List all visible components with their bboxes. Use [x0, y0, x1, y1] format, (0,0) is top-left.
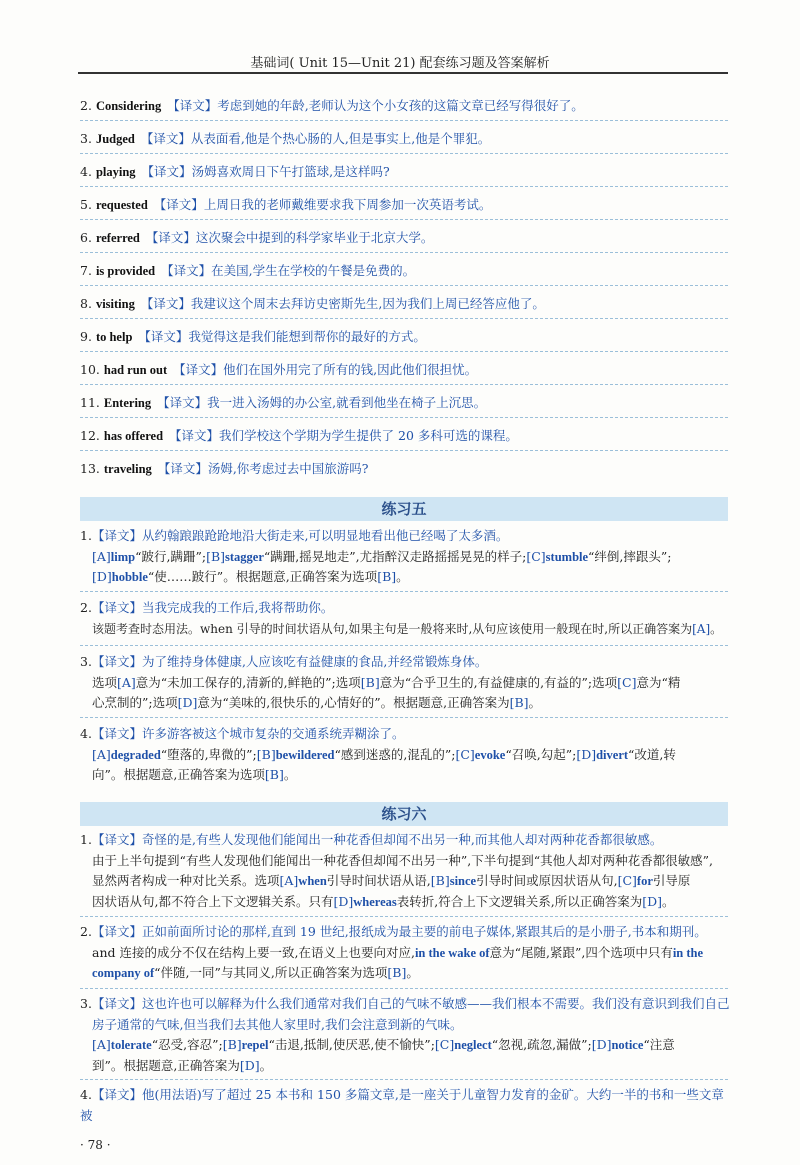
divider [80, 591, 728, 592]
answer-num: 3. [80, 131, 92, 146]
answer-text: 上周日我的老师戴维要求我下周参加一次英语考试。 [203, 197, 492, 212]
answer-tag: 【译文】 [140, 296, 191, 311]
divider [80, 384, 728, 385]
answer-answer: has offered [103, 429, 164, 443]
answer-text: 从表面看,他是个热心肠的人,但是事实上,他是个罪犯。 [190, 131, 491, 146]
exercise6-q4: 4.【译文】他(用法语)写了超过 25 本书和 150 多篇文章,是一座关于儿童智力发育的金矿。大约一半的书和一些文章被 [80, 1087, 724, 1123]
answer-tag: 【译文】 [138, 329, 189, 344]
divider [80, 153, 728, 154]
answer-text: 我觉得这是我们能想到帮你的最好的方式。 [188, 329, 426, 344]
answer-tag: 【译文】 [161, 263, 212, 278]
answer-tag: 【译文】 [167, 98, 218, 113]
answer-text: 在美国,学生在学校的午餐是免费的。 [211, 263, 416, 278]
divider [80, 120, 728, 121]
answer-num: 4. [80, 164, 92, 179]
answer-text: 我们学校这个学期为学生提供了 20 多科可选的课程。 [219, 428, 518, 443]
answer-item [80, 426, 730, 444]
answer-item [80, 261, 730, 279]
answer-item [80, 327, 730, 345]
answer-answer: is provided [95, 264, 156, 278]
answer-text: 我一进入汤姆的办公室,就看到他坐在椅子上沉思。 [207, 395, 487, 410]
answer-answer: traveling [103, 462, 152, 476]
divider [80, 186, 728, 187]
answer-num: 12. [80, 428, 100, 443]
answer-answer: Considering [95, 99, 162, 113]
exercise5-q4: 4.【译文】许多游客被这个城市复杂的交通系统弄糊涂了。 [A]degraded“堕落的,卑微的”;[B]bewildered“感到迷惑的,混乱的”;[C]evoke“召唤,勾起”;[D]divert“改道,转 向”。根据题意,正确答案为选项[B]。 [80, 726, 676, 782]
answer-tag: 【译文】 [157, 395, 208, 410]
answer-item [80, 459, 730, 477]
answer-answer: referred [95, 231, 140, 245]
answer-text: 汤姆,你考虑过去中国旅游吗? [207, 461, 369, 476]
answer-item [80, 162, 730, 180]
answer-item [80, 228, 730, 246]
divider [80, 1079, 728, 1080]
answer-answer: had run out [103, 363, 168, 377]
answer-item [80, 393, 730, 411]
running-header: 基础词( Unit 15—Unit 21) 配套练习题及答案解析 [250, 56, 550, 71]
answer-tag: 【译文】 [173, 362, 224, 377]
answer-answer: Judged [95, 132, 135, 146]
answer-text: 考虑到她的年龄,老师认为这个小女孩的这篇文章已经写得很好了。 [217, 98, 584, 113]
exercise5-q3: 3.【译文】为了维持身体健康,人应该吃有益健康的食品,并经常锻炼身体。 选项[A]意为“未加工保存的,清新的,鲜艳的”;选项[B]意为“合乎卫生的,有益健康的,有益的”;选项[C]意为“精 心烹制的”;选项[D]意为“美味的,很快乐的,心情好的”。根据题意,正确答案为[B]。 [80, 654, 681, 710]
section-title-6: 练习六 [80, 802, 728, 826]
divider [80, 450, 728, 451]
exercise6-q2: 2.【译文】正如前面所讨论的那样,直到 19 世纪,报纸成为最主要的前电子媒体,紧跟其后的是小册子,书本和期刊。 and 连接的成分不仅在结构上要一致,在语义上也要向对应,in the wake of意为“尾随,紧跟”,四个选项中只有in the company of“伴随,一同”与其同义,所以正确答案为选项[B]。 [80, 924, 707, 980]
exercise6-q1: 1.【译文】奇怪的是,有些人发现他们能闻出一种花香但却闻不出另一种,而其他人却对两种花香都很敏感。 由于上半句提到“有些人发现他们能闻出一种花香但却闻不出另一种”,下半句提到“其他人却对两种花香都很敏感”, 显然两者构成一种对比关系。选项[A]when引导时间状语从语,[B]since引导时间或原因状语从句,[C]for引导原 因状语从句,都不符合上下文逻辑关系。只有[D]whereas表转折,符合上下文逻辑关系,所以正确答案为[D]。 [80, 832, 714, 909]
answer-num: 13. [80, 461, 100, 476]
divider [80, 645, 728, 646]
answer-answer: to help [95, 330, 133, 344]
answer-text: 这次聚会中提到的科学家毕业于北京大学。 [195, 230, 434, 245]
answer-answer: visiting [95, 297, 135, 311]
answer-item [80, 360, 730, 378]
divider [80, 988, 728, 989]
divider [80, 252, 728, 253]
answer-num: 5. [80, 197, 92, 212]
answer-tag: 【译文】 [141, 164, 192, 179]
exercise5-q1: 1.【译文】从约翰踉踉跄跄地沿大街走来,可以明显地看出他已经喝了太多酒。 [A]limp“跛行,蹒跚”;[B]stagger“蹒跚,摇晃地走”,尤指醉汉走路摇摇晃晃的样子;[C]stumble“绊倒,摔跟头”; [D]hobble“使……跛行”。根据题意,正确答案为选项[B]。 [80, 528, 672, 584]
exercise5-q2: 2.【译文】当我完成我的工作后,我将帮助你。 该题考查时态用法。when 引导的时间状语从句,如果主句是一般将来时,从句应该使用一般现在时,所以正确答案为[A]。 [80, 600, 723, 636]
answer-text: 我建议这个周末去拜访史密斯先生,因为我们上周已经答应他了。 [190, 296, 545, 311]
answer-item [80, 129, 730, 147]
section-title-5: 练习五 [80, 497, 728, 521]
answer-item [80, 294, 730, 312]
answer-num: 6. [80, 230, 92, 245]
divider [80, 417, 728, 418]
answer-answer: playing [95, 165, 136, 179]
answer-item [80, 195, 730, 213]
answer-num: 11. [80, 395, 100, 410]
answer-num: 10. [80, 362, 100, 377]
answer-num: 2. [80, 98, 92, 113]
answer-tag: 【译文】 [157, 461, 208, 476]
answer-item [80, 96, 730, 114]
divider [80, 916, 728, 917]
answer-tag: 【译文】 [145, 230, 196, 245]
answer-num: 8. [80, 296, 92, 311]
answer-text: 他们在国外用完了所有的钱,因此他们很担忧。 [223, 362, 478, 377]
answer-tag: 【译文】 [153, 197, 204, 212]
divider [80, 285, 728, 286]
answer-tag: 【译文】 [140, 131, 191, 146]
divider [80, 318, 728, 319]
answer-num: 9. [80, 329, 92, 344]
divider [80, 219, 728, 220]
answer-tag: 【译文】 [169, 428, 220, 443]
divider [80, 351, 728, 352]
page-number: · 78 · [80, 1138, 111, 1152]
header-rule [78, 72, 728, 74]
answer-num: 7. [80, 263, 92, 278]
answer-answer: requested [95, 198, 148, 212]
exercise6-q3: 3.【译文】这也许也可以解释为什么我们通常对我们自己的气味不敏感——我们根本不需要。我们没有意识到我们自己 房子通常的气味,但当我们去其他人家里时,我们会注意到新的气味。 [A]tolerate“忍受,容忍”;[B]repel“击退,抵制,使厌恶,使不愉快”;[C]neglect“忽视,疏忽,漏做”;[D]notice“注意 到”。根据题意,正确答案为[D]。 [80, 996, 730, 1073]
answer-answer: Entering [103, 396, 152, 410]
answer-text: 汤姆喜欢周日下午打篮球,是这样吗? [191, 164, 390, 179]
divider [80, 717, 728, 718]
